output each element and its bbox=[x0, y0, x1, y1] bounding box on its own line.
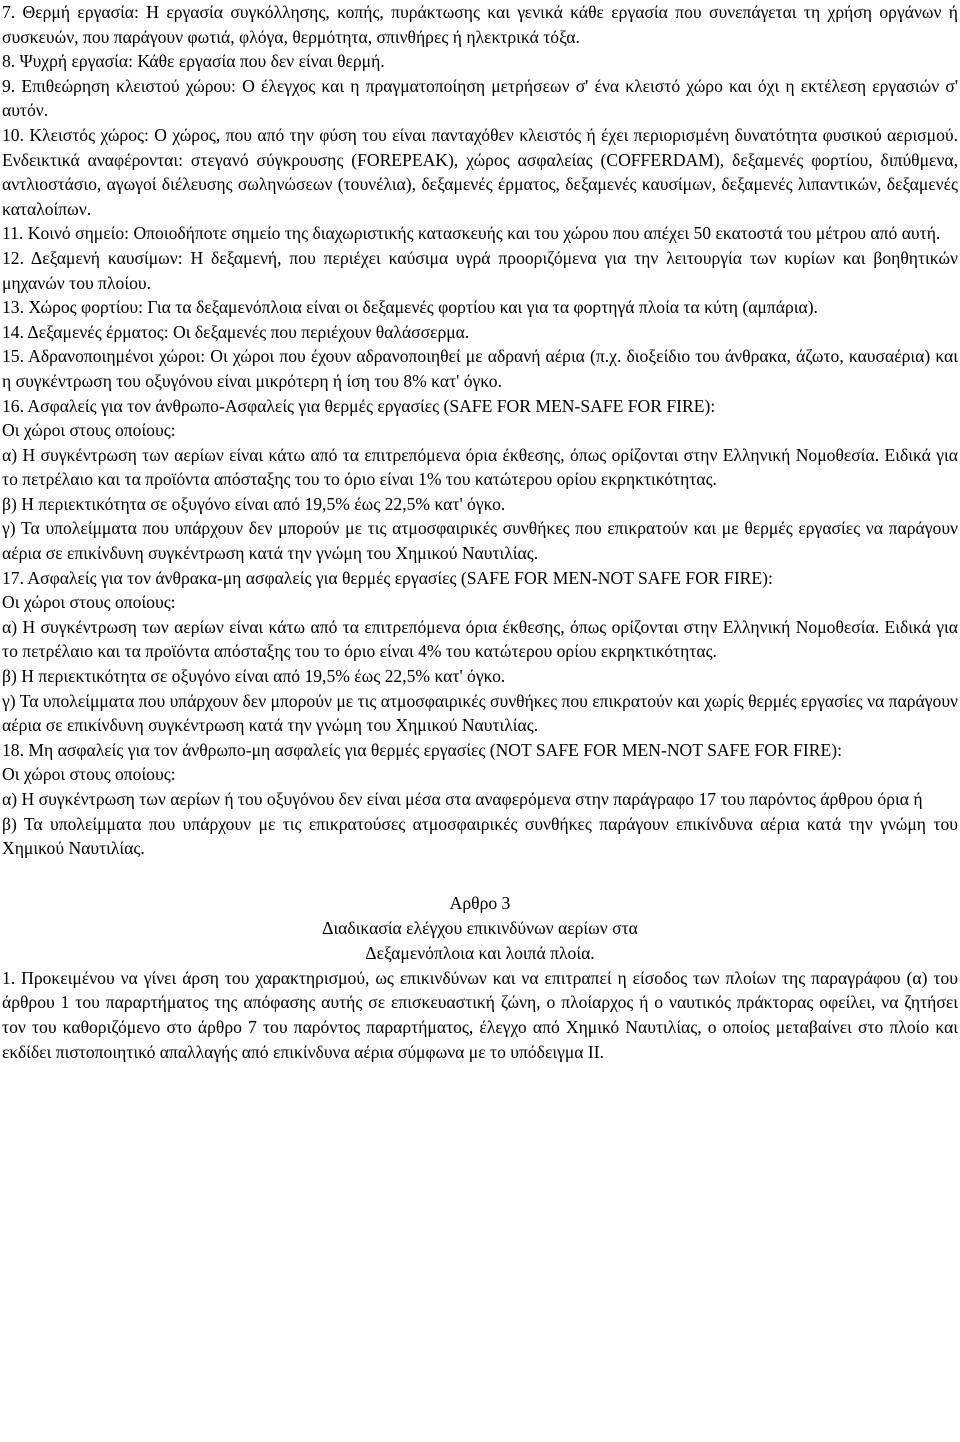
definition-7: 7. Θερμή εργασία: Η εργασία συγκόλλησης, κοπής, πυράκτωσης και γενικά κάθε εργασία που συνεπάγεται τη χρήση οργάνων ή συσκευών, που παράγουν φωτιά, φλόγα, θερμότητα, σπινθήρες ή ηλεκτρικά τόξα. bbox=[2, 2, 958, 47]
definition-16-item-b: β) Η περιεκτικότητα σε οξυγόνο είναι από 19,5% έως 22,5% κατ' όγκο. bbox=[2, 493, 506, 514]
definition-18-title: 18. Μη ασφαλείς για τον άνθρωπο-μη ασφαλείς για θερμές εργασίες (NOT SAFE FOR MEN-NOT SAFE FOR FIRE): bbox=[2, 739, 842, 760]
definition-15: 15. Αδρανοποιημένοι χώροι: Οι χώροι που έχουν αδρανοποιηθεί με αδρανή αέρια (π.χ. διοξείδιο του άνθρακα, άζωτο, καυσαέρια) και η συγκέντρωση του οξυγόνου είναι μικρότερη ή ίση του 8% κατ' όγκο. bbox=[2, 346, 958, 391]
article-3-heading: Αρθρο 3 bbox=[449, 892, 511, 913]
article-3-subtitle-line-1: Διαδικασία ελέγχου επικινδύνων αερίων στα bbox=[322, 917, 638, 938]
definition-16-item-a: α) Η συγκέντρωση των αερίων είναι κάτω από τα επιτρεπόμενα όρια έκθεσης, όπως ορίζονται στην Ελληνική Νομοθεσία. Ειδικά για το πετρέλαιο και τα προϊόντα απόσταξης του το όριο είναι 1% του κατώτερου ορίου εκρηκτικότητας. bbox=[2, 444, 958, 490]
definition-17-item-c: γ) Τα υπολείμματα που υπάρχουν δεν μπορούν με τις ατμοσφαιρικές συνθήκες που επικρατούν και χωρίς θερμές εργασίες να παράγουν αέρια σε επικίνδυνη συγκέντρωση κατά την γνώμη του Χημικού Ναυτιλίας. bbox=[2, 690, 958, 736]
definition-13: 13. Χώρος φορτίου: Για τα δεξαμενόπλοια είναι οι δεξαμενές φορτίου και για τα φορτηγά πλοία τα κύτη (αμπάρια). bbox=[2, 297, 818, 318]
definition-18-intro: Οι χώροι στους οποίους: bbox=[2, 764, 176, 785]
definition-8: 8. Ψυχρή εργασία: Κάθε εργασία που δεν είναι θερμή. bbox=[2, 51, 385, 72]
definition-16-item-c: γ) Τα υπολείμματα που υπάρχουν δεν μπορούν με τις ατμοσφαιρικές συνθήκες που επικρατούν και με θερμές εργασίες να παράγουν αέρια σε επικίνδυνη συγκέντρωση κατά την γνώμη του Χημικού Ναυτιλίας. bbox=[2, 518, 958, 564]
definition-17-title: 17. Ασφαλείς για τον άνθρακα-μη ασφαλείς για θερμές εργασίες (SAFE FOR MEN-NOT SAFE FOR FIRE): bbox=[2, 567, 773, 588]
definition-12: 12. Δεξαμενή καυσίμων: Η δεξαμενή, που περιέχει καύσιμα υγρά προοριζόμενα για την λειτουργία των κυρίων και βοηθητικών μηχανών του πλοίου. bbox=[2, 247, 958, 293]
definition-18-item-b: β) Τα υπολείμματα που υπάρχουν με τις επικρατούσες ατμοσφαιρικές συνθήκες παράγουν επικίνδυνα αέρια κατά την γνώμη του Χημικού Ναυτιλίας. bbox=[2, 813, 958, 859]
definition-17-item-b: β) Η περιεκτικότητα σε οξυγόνο είναι από 19,5% έως 22,5% κατ' όγκο. bbox=[2, 666, 506, 687]
article-3-paragraph-1: 1. Προκειμένου να γίνει άρση του χαρακτηρισμού, ως επικινδύνων και να επιτραπεί η είσοδος των πλοίων της παραγράφου (α) του άρθρου 1 του παραρτήματος της απόφασης αυτής σε επισκευαστική ζώνη, ο πλοίαρχος ή ο ναυτικός πράκτορας οφείλει, να ζητήσει τον του καθοριζόμενο στο άρθρο 7 του παρόντος παραρτήματος, έλεγχο από Χημικό Ναυτιλίας, ο οποίος μεταβαίνει στο πλοίο και εκδίδει πιστοποιητικό απαλλαγής από επικίνδυνα αέρια σύμφωνα με το υπόδειγμα ΙΙ. bbox=[2, 967, 958, 1062]
definition-9: 9. Επιθεώρηση κλειστού χώρου: Ο έλεγχος και η πραγματοποίηση μετρήσεων σ' ένα κλειστό χώρο και όχι η εκτέλεση εργασιών σ' αυτόν. bbox=[2, 75, 958, 121]
definition-16-intro: Οι χώροι στους οποίους: bbox=[2, 420, 176, 441]
definition-14: 14. Δεξαμενές έρματος: Οι δεξαμενές που περιέχουν θαλάσσερμα. bbox=[2, 321, 470, 342]
article-3-subtitle-line-2: Δεξαμενόπλοια και λοιπά πλοία. bbox=[365, 942, 595, 963]
definition-17-item-a: α) Η συγκέντρωση των αερίων είναι κάτω από τα επιτρεπόμενα όρια έκθεσης, όπως ορίζονται στην Ελληνική Νομοθεσία. Ειδικά για το πετρέλαιο και τα προϊόντα απόσταξης του το όριο είναι 4% του κατώτερου ορίου εκρηκτικότητας. bbox=[2, 616, 958, 662]
definition-10: 10. Κλειστός χώρος: Ο χώρος, που από την φύση του είναι πανταχόθεν κλειστός ή έχει περιορισμένη δυνατότητα φυσικού αερισμού. Ενδεικτικά αναφέρονται: στεγανό σύγκρουσης (FOREPEAK), χώρος ασφαλείας (COFFERDAM), δεξαμενές φορτίου, διπύθμενα, αντλιοστάσιο, αγωγοί διέλευσης σωληνώσεων (τουνέλια), δεξαμενές έρματος, δεξαμενές καυσίμων, δεξαμενές λιπαντικών, δεξαμενές καταλοίπων. bbox=[2, 124, 958, 219]
definition-11: 11. Κοινό σημείο: Οποιοδήποτε σημείο της διαχωριστικής κατασκευής και του χώρου που απέχει 50 εκατοστά του μέτρου από αυτή. bbox=[2, 223, 941, 244]
definition-17-intro: Οι χώροι στους οποίους: bbox=[2, 592, 176, 613]
definition-16-title: 16. Ασφαλείς για τον άνθρωπο-Ασφαλείς για θερμές εργασίες (SAFE FOR MEN-SAFE FOR FIRE): bbox=[2, 395, 716, 416]
definition-18-item-a: α) Η συγκέντρωση των αερίων ή του οξυγόνου δεν είναι μέσα στα αναφερόμενα στην παράγραφο 17 του παρόντος άρθρου όρια ή bbox=[2, 789, 923, 809]
article-3-heading-block bbox=[2, 891, 958, 966]
